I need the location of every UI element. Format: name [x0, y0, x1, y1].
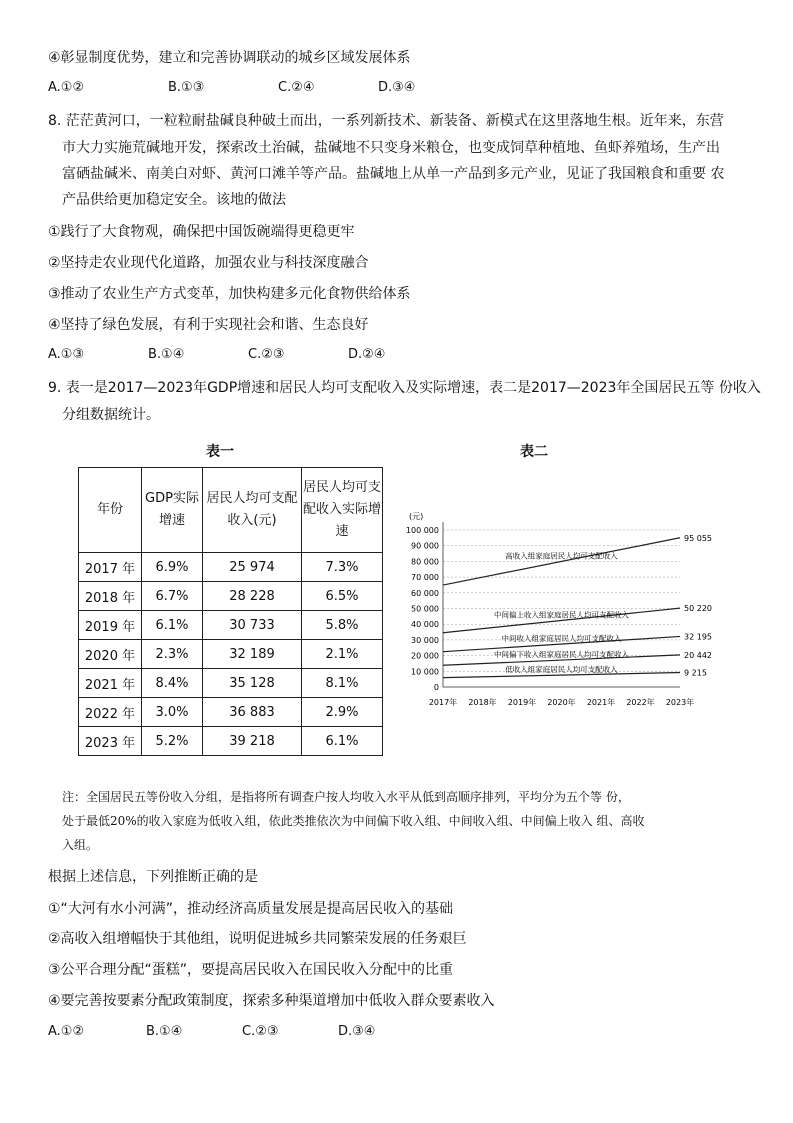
- x-tick-label: 2020年: [547, 698, 576, 707]
- x-tick-label: 2019年: [507, 698, 537, 707]
- table-cell: 2.9%: [302, 698, 383, 727]
- x-tick-label: 2023年: [665, 698, 695, 707]
- table1-title: 表一: [206, 444, 234, 460]
- note-line-3: 入组。: [62, 838, 99, 852]
- q7-option-d[interactable]: D.③④: [378, 80, 416, 95]
- table-cell: 3.0%: [142, 698, 203, 727]
- y-tick-label: 90 000: [411, 541, 439, 551]
- chart-title: 表二: [520, 444, 548, 460]
- table-row: [79, 582, 383, 611]
- y-tick-label: 60 000: [411, 588, 439, 598]
- q9-stem-line-2: 分组数据统计。: [62, 407, 160, 423]
- series-label: 低收入组家庭居民人均可支配收入: [505, 665, 618, 675]
- table-cell: 2020 年: [79, 640, 142, 669]
- x-tick-label: 2022年: [626, 698, 655, 707]
- table-cell: 2018 年: [79, 582, 142, 611]
- table-cell: 2017 年: [79, 553, 142, 582]
- q8-stem-line-4: 产品供给更加稳定安全。该地的做法: [62, 192, 286, 208]
- y-axis-unit: (元): [409, 512, 424, 521]
- q8-option-c[interactable]: C.②③: [248, 347, 285, 362]
- q8-item-1: ①践行了大食物观，确保把中国饭碗端得更稳更牢: [48, 224, 355, 240]
- table-cell: 6.1%: [302, 727, 383, 756]
- table-cell: 2.1%: [302, 640, 383, 669]
- q9-option-b[interactable]: B.①④: [146, 1024, 183, 1039]
- q8-item-4: ④坚持了绿色发展，有利于实现社会和谐、生态良好: [48, 317, 369, 333]
- series-end-value: 50 220: [684, 604, 712, 614]
- q7-option-b[interactable]: B.①③: [168, 80, 205, 95]
- table-row: [79, 727, 383, 756]
- x-tick-label: 2017年: [428, 698, 458, 707]
- q8-stem-line-3: 富硒盐碱米、南美白对虾、黄河口滩羊等产品。盐碱地上从单一产品到多元产业，见证了我国粮食和重要 农: [62, 166, 725, 182]
- q9-item-4: ④要完善按要素分配政策制度，探索多种渠道增加中低收入群众要素收入: [48, 993, 495, 1009]
- q8-option-d[interactable]: D.②④: [348, 347, 386, 362]
- q9-options: [48, 1024, 375, 1039]
- table-cell: 2019 年: [79, 611, 142, 640]
- x-tick-label: 2018年: [468, 698, 497, 707]
- y-tick-label: 80 000: [411, 557, 439, 567]
- y-tick-label: 30 000: [411, 635, 439, 645]
- table-cell: 2023 年: [79, 727, 142, 756]
- q9-item-2: ②高收入组增幅快于其他组，说明促进城乡共同繁荣发展的任务艰巨: [48, 931, 467, 947]
- table-cell: 25 974: [203, 553, 302, 582]
- table-cell: 5.2%: [142, 727, 203, 756]
- table1-header-year: 年份: [79, 468, 142, 553]
- table-cell: 6.7%: [142, 582, 203, 611]
- table-row: [79, 669, 383, 698]
- table-cell: 2.3%: [142, 640, 203, 669]
- q8-options: [48, 347, 385, 362]
- series-end-value: 32 195: [684, 632, 712, 642]
- series-label: 中间偏下收入组家庭居民人均可支配收入: [494, 650, 629, 660]
- q7-options: [48, 80, 415, 95]
- table-cell: 35 128: [203, 669, 302, 698]
- q9-question: 根据上述信息，下列推断正确的是: [48, 869, 258, 885]
- table-cell: 32 189: [203, 640, 302, 669]
- series-label: 中间偏上收入组家庭居民人均可支配收入: [494, 610, 629, 620]
- table-cell: 30 733: [203, 611, 302, 640]
- q8-option-b[interactable]: B.①④: [148, 347, 185, 362]
- q9-option-d[interactable]: D.③④: [338, 1024, 376, 1039]
- q9-item-1: ①“大河有水小河满”，推动经济高质量发展是提高居民收入的基础: [48, 901, 454, 917]
- table-row: [79, 553, 383, 582]
- table1: [78, 467, 383, 756]
- table-cell: 7.3%: [302, 553, 383, 582]
- table-cell: 2021 年: [79, 669, 142, 698]
- q7-option-c[interactable]: C.②④: [278, 80, 315, 95]
- note-line-1: 注：全国居民五等份收入分组，是指将所有调查户按人均收入水平从低到高顺序排列，平均分为五个等 份，: [62, 790, 630, 804]
- table-cell: 8.4%: [142, 669, 203, 698]
- q9-item-3: ③公平合理分配“蛋糕”，要提高居民收入在国民收入分配中的比重: [48, 962, 454, 978]
- q8-item-3: ③推动了农业生产方式变革，加快构建多元化食物供给体系: [48, 286, 411, 302]
- series-label: 中间收入组家庭居民人均可支配收入: [501, 634, 622, 644]
- q9-stem-line-1: 9. 表一是2017—2023年GDP增速和居民人均可支配收入及实际增速，表二是2017—2023年全国居民五等 份收入: [48, 380, 761, 396]
- y-tick-label: 10 000: [411, 667, 439, 677]
- table1-header-income-growth: 居民人均可支配收入实际增速: [302, 468, 383, 553]
- series-label: 高收入组家庭居民人均可支配收入: [505, 551, 618, 561]
- y-tick-label: 50 000: [411, 604, 439, 614]
- table-cell: 8.1%: [302, 669, 383, 698]
- y-tick-label: 20 000: [411, 651, 439, 661]
- table-cell: 6.9%: [142, 553, 203, 582]
- q9-option-c[interactable]: C.②③: [242, 1024, 279, 1039]
- table-cell: 6.5%: [302, 582, 383, 611]
- table-cell: 6.1%: [142, 611, 203, 640]
- table-cell: 39 218: [203, 727, 302, 756]
- q8-stem-line-2: 市大力实施荒碱地开发，探索改土治碱，盐碱地不只变身米粮仓，也变成饲草种植地、鱼虾养殖场，生产出: [62, 140, 720, 156]
- table1-header-income: 居民人均可支配收入(元): [203, 468, 302, 553]
- table-cell: 36 883: [203, 698, 302, 727]
- q8-option-a[interactable]: A.①③: [48, 347, 85, 362]
- table1-header-row: [79, 468, 383, 553]
- series-end-value: 95 055: [684, 533, 712, 543]
- series-end-value: 9 215: [684, 668, 707, 678]
- note-line-2: 处于最低20%的收入家庭为低收入组，依此类推依次为中间偏下收入组、中间收入组、中间偏上收入 组、高收: [62, 814, 645, 828]
- series-end-value: 20 442: [684, 650, 712, 660]
- table-row: [79, 611, 383, 640]
- table-row: [79, 640, 383, 669]
- table-cell: 2022 年: [79, 698, 142, 727]
- table-cell: 5.8%: [302, 611, 383, 640]
- table-row: [79, 698, 383, 727]
- income-quintile-chart: [395, 505, 725, 720]
- y-tick-label: 70 000: [411, 573, 439, 583]
- y-tick-label: 100 000: [405, 526, 439, 535]
- q7-option-a[interactable]: A.①②: [48, 80, 85, 95]
- q8-stem-line-1: 8. 茫茫黄河口，一粒粒耐盐碱良种破土而出，一系列新技术、新装备、新模式在这里落地生根。近年来，东营: [48, 113, 724, 129]
- table1-header-gdp: GDP实际增速: [142, 468, 203, 553]
- q9-option-a[interactable]: A.①②: [48, 1024, 85, 1039]
- y-tick-label: 0: [433, 683, 439, 692]
- q7-item-4: ④彰显制度优势，建立和完善协调联动的城乡区域发展体系: [48, 50, 411, 66]
- q8-item-2: ②坚持走农业现代化道路，加强农业与科技深度融合: [48, 255, 369, 271]
- y-tick-label: 40 000: [411, 620, 439, 630]
- table-cell: 28 228: [203, 582, 302, 611]
- x-tick-label: 2021年: [586, 698, 616, 707]
